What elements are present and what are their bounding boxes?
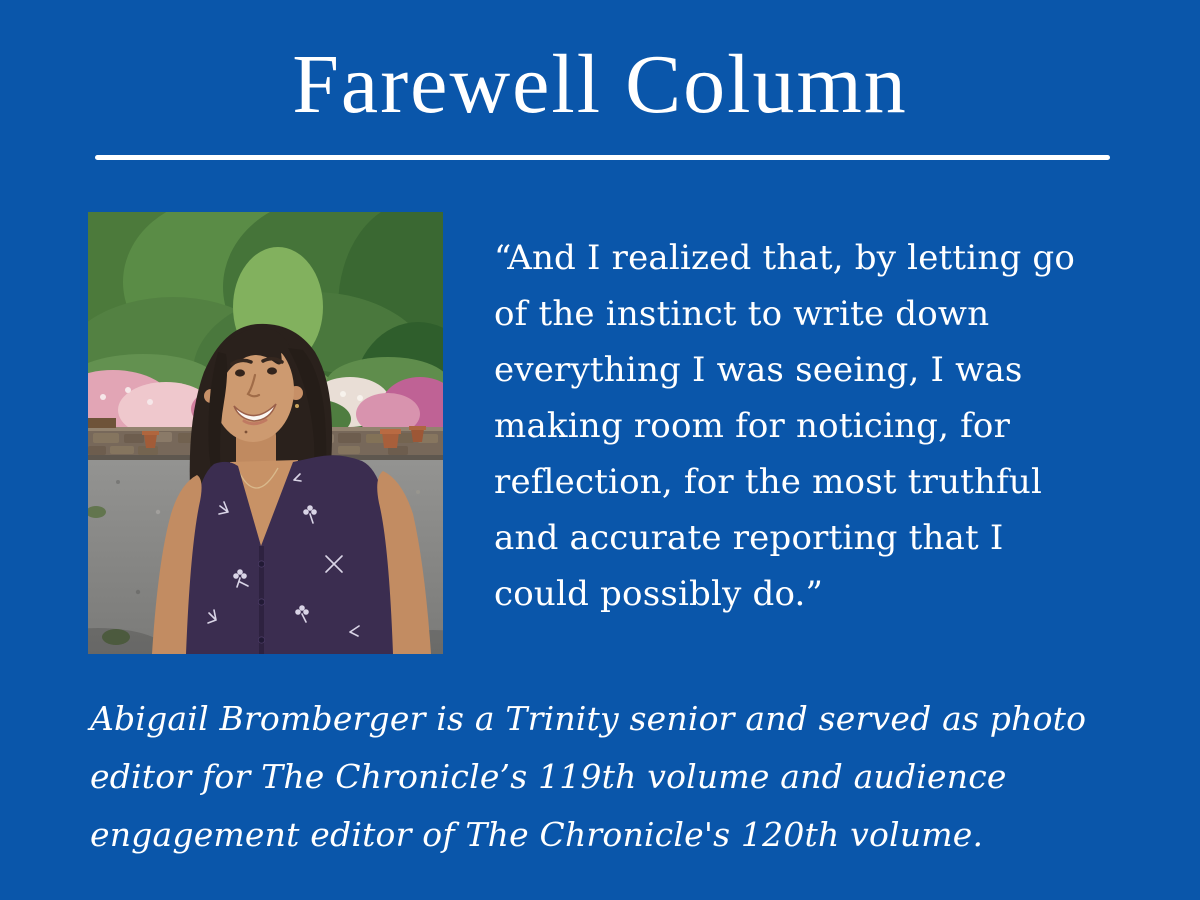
author-attribution	[90, 690, 1086, 864]
portrait-photo	[88, 212, 443, 654]
earring	[295, 404, 299, 408]
quote-line: everything I was seeing, I was	[494, 350, 1023, 390]
quote-line: could possibly do.”	[494, 574, 824, 614]
beauty-mark	[245, 431, 248, 434]
pull-quote	[494, 230, 1075, 622]
button	[258, 599, 264, 605]
button	[258, 561, 264, 567]
portrait-illustration	[88, 212, 443, 654]
quote-line: reflection, for the most truthful	[494, 462, 1043, 502]
eye	[267, 367, 277, 374]
quote-line: and accurate reporting that I	[494, 518, 1004, 558]
vest	[185, 455, 397, 654]
button	[258, 637, 264, 643]
eye	[235, 369, 245, 376]
quote-line: of the instinct to write down	[494, 294, 990, 334]
attribution-line: editor for The Chronicle’s 119th volume and audience	[90, 757, 1007, 796]
attribution-line: Abigail Bromberger is a Trinity senior and served as photo	[90, 699, 1087, 738]
title-divider	[95, 155, 1110, 160]
quote-line: making room for noticing, for	[494, 406, 1011, 446]
quote-line: “And I realized that, by letting go	[494, 238, 1076, 278]
page-title: Farewell Column	[292, 38, 908, 131]
attribution-line: engagement editor of The Chronicle's 120th volume.	[90, 815, 984, 854]
